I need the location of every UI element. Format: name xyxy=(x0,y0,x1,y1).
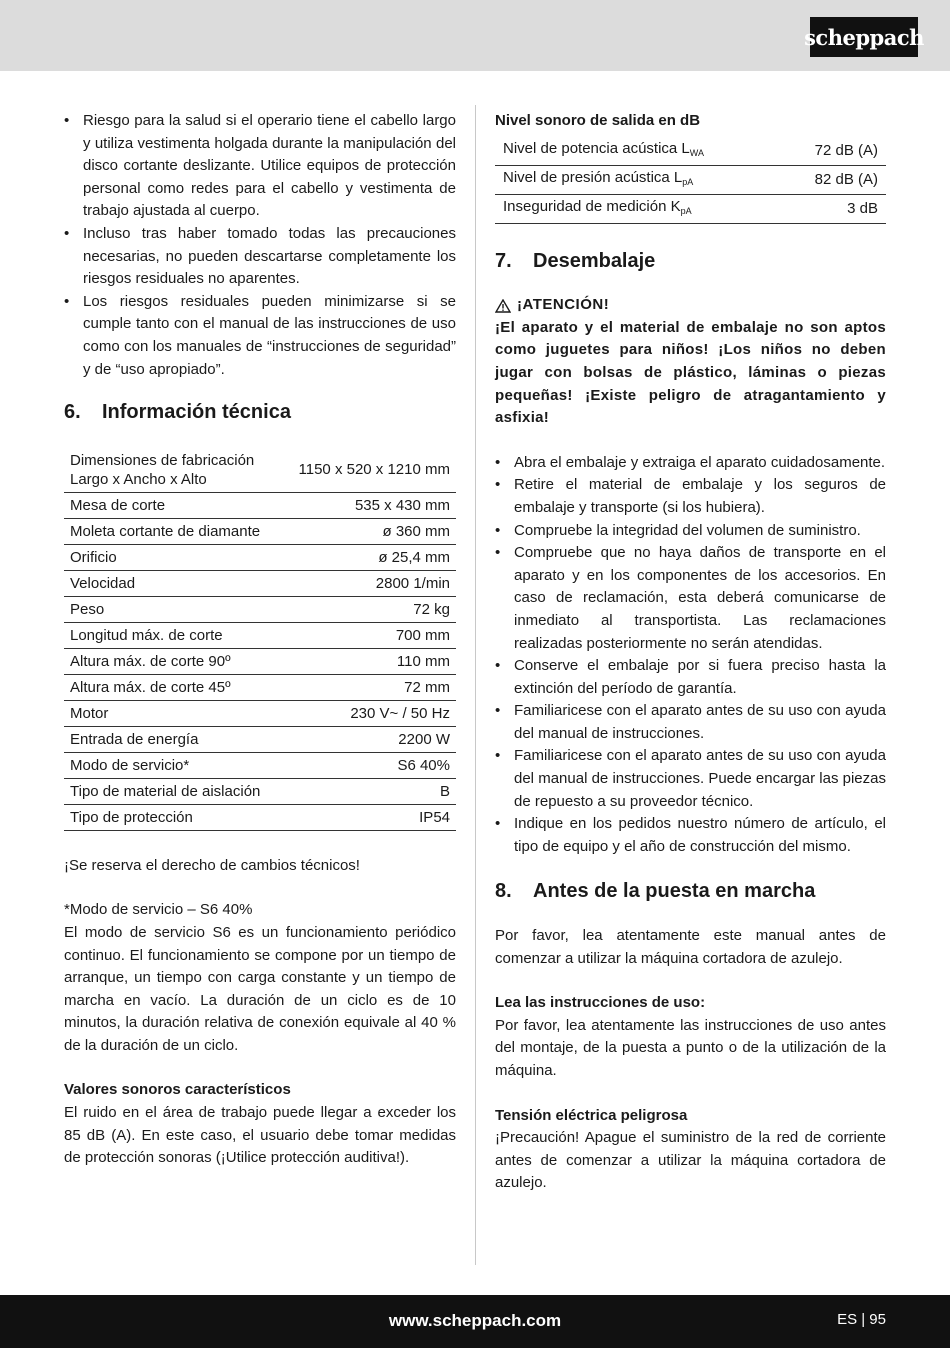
technical-spec-table xyxy=(64,448,456,831)
noise-level-table xyxy=(495,137,886,224)
table-row xyxy=(64,544,456,570)
reserve-note: ¡Se reserva el derecho de cambios técnicos! xyxy=(64,856,360,874)
table-row xyxy=(64,596,456,622)
column-divider xyxy=(475,105,476,1265)
list-item: • Incluso tras haber tomado todas las precauciones necesarias, no pueden descartarse completamente los riesgos residuales no aparentes. xyxy=(64,224,456,288)
list-item: • Compruebe la integridad del volumen de suministro. xyxy=(495,521,861,539)
table-row xyxy=(495,165,886,194)
table-row xyxy=(64,726,456,752)
list-item: • Riesgo para la salud si el operario tiene el cabello largo y utiliza vestimenta holgada durante la manipulación del disco cortante deslizante. Utilice equipos de protección personal como redes para el cabello y vestimenta de trabajo ajustada al cuerpo. xyxy=(64,112,456,220)
spec-label: Motor xyxy=(64,700,272,726)
left-column xyxy=(64,110,456,1170)
warning-title: ¡ATENCIÓN! xyxy=(495,294,886,317)
table-row xyxy=(64,778,456,804)
spec-label: Tipo de material de aislación xyxy=(64,778,272,804)
spec-label: Orificio xyxy=(64,544,272,570)
table-row xyxy=(64,492,456,518)
noise-value: 3 dB xyxy=(781,194,886,223)
spec-value: 230 V~ / 50 Hz xyxy=(272,700,456,726)
spec-label: Tipo de protección xyxy=(64,804,272,830)
footer-band xyxy=(0,1295,950,1348)
spec-value: 535 x 430 mm xyxy=(272,492,456,518)
operating-mode-title: *Modo de servicio – S6 40% xyxy=(64,901,253,919)
list-item: • Los riesgos residuales pueden minimizarse si se cumple tanto con el manual de las instrucciones de uso como con los manuales de “instrucciones de seguridad” y de “uso apropiado”. xyxy=(64,292,456,378)
table-row xyxy=(495,194,886,223)
read-instructions-title: Lea las instrucciones de uso: xyxy=(495,994,706,1012)
spec-value: 700 mm xyxy=(272,622,456,648)
table-row xyxy=(64,518,456,544)
table-row xyxy=(64,752,456,778)
spec-label: Peso xyxy=(64,596,272,622)
spec-label: Mesa de corte xyxy=(64,492,272,518)
noise-value: 82 dB (A) xyxy=(781,165,886,194)
table-row xyxy=(64,448,456,493)
spec-value: B xyxy=(272,778,456,804)
spec-label: Altura máx. de corte 90º xyxy=(64,648,272,674)
list-item: • Familiaricese con el aparato antes de su uso con ayuda del manual de instrucciones. Puede encargar las piezas de repuesto a su proveedor técnico. xyxy=(495,747,886,810)
risk-bullet-list xyxy=(64,110,456,381)
header-band xyxy=(0,0,950,71)
list-item: • Compruebe que no haya daños de transporte en el aparato y en los componentes de los accesorios. En caso de reclamación, esta deberá comunicarse de inmediato al transportista. Las reclamaciones realizadas posteriormente no serán atendidas. xyxy=(495,544,886,652)
table-row xyxy=(64,570,456,596)
table-row xyxy=(64,622,456,648)
spec-label: Dimensiones de fabricación Largo x Ancho x Alto xyxy=(64,448,272,493)
spec-label: Longitud máx. de corte xyxy=(64,622,272,648)
spec-value: 2800 1/min xyxy=(272,570,456,596)
spec-value: 2200 W xyxy=(272,726,456,752)
table-row xyxy=(64,700,456,726)
unpacking-bullet-list xyxy=(495,452,886,859)
list-item: • Familiaricese con el aparato antes de su uso con ayuda del manual de instrucciones. xyxy=(495,702,886,742)
list-item: • Conserve el embalaje por si fuera preciso hasta la extinción del período de garantía. xyxy=(495,657,886,697)
operating-mode-text: El modo de servicio S6 es un funcionamiento periódico continuo. El funcionamiento se compone por un tiempo de arranque, un tiempo con carga constante y un tiempo de marcha en vacío. La duración de un ciclo es de 10 minutos, la duración relativa de conexión equivale al 40 % de la duración de un ciclo. xyxy=(64,923,456,1054)
right-column xyxy=(495,110,886,1195)
read-instructions-text: Por favor, lea atentamente las instrucciones de uso antes del montaje, de la puesta a punto o de la utilización de la máquina. xyxy=(495,1016,886,1079)
spec-value: 72 mm xyxy=(272,674,456,700)
noise-label: Nivel de presión acústica $L_{pA}$ xyxy=(495,165,781,194)
page-number: ES | 95 xyxy=(837,1311,886,1328)
sound-values-title: Valores sonoros característicos xyxy=(64,1081,291,1099)
spec-value: 72 kg xyxy=(272,596,456,622)
brand-logo: scheppach xyxy=(810,17,918,57)
voltage-warning-text: ¡Precaución! Apague el suministro de la red de corriente antes de comenzar a utilizar la máquina cortadora de azulejo. xyxy=(495,1129,886,1192)
section-heading-technical-info: 6. Información técnica xyxy=(64,401,291,424)
noise-value: 72 dB (A) xyxy=(781,137,886,166)
table-row xyxy=(64,674,456,700)
noise-label: Nivel de potencia acústica $L_{WA}$ xyxy=(495,137,781,166)
spec-label: Entrada de energía xyxy=(64,726,272,752)
spec-value: ø 25,4 mm xyxy=(272,544,456,570)
sound-values-text: El ruido en el área de trabajo puede llegar a exceder los 85 dB (A). En este caso, el usuario debe tomar medidas de protección sonoras (¡Utilice protección auditiva!). xyxy=(64,1104,456,1167)
noise-label: Inseguridad de medición $K_{pA}$ xyxy=(495,194,781,223)
spec-value: IP54 xyxy=(272,804,456,830)
table-row xyxy=(64,648,456,674)
warning-triangle-icon xyxy=(495,298,511,312)
section-heading-before-start: 8. Antes de la puesta en marcha xyxy=(495,880,816,903)
website-link[interactable]: www.scheppach.com xyxy=(388,1311,562,1330)
list-item: • Retire el material de embalaje y los seguros de embalaje y transporte (si los hubiera). xyxy=(495,476,886,516)
noise-level-title: Nivel sonoro de salida en dB xyxy=(495,112,701,129)
section-heading-unpacking: 7. Desembalaje xyxy=(495,249,656,272)
spec-value: 1150 x 520 x 1210 mm xyxy=(272,448,456,493)
warning-text: ¡El aparato y el material de embalaje no son aptos como juguetes para niños! ¡Los niños no deben jugar con bolsas de plástico, láminas o piezas pequeñas! ¡Existe peligro de atragantamiento y asfixia! xyxy=(495,318,886,427)
table-row xyxy=(64,804,456,830)
spec-label: Moleta cortante de diamante xyxy=(64,518,272,544)
spec-label: Altura máx. de corte 45º xyxy=(64,674,272,700)
spec-value: S6 40% xyxy=(272,752,456,778)
list-item: • Indique en los pedidos nuestro número de artículo, el tipo de equipo y el año de construcción del mismo. xyxy=(495,815,886,855)
spec-label: Velocidad xyxy=(64,570,272,596)
table-row xyxy=(495,137,886,166)
intro-text: Por favor, lea atentamente este manual antes de comenzar a utilizar la máquina cortadora de azulejo. xyxy=(495,927,886,967)
spec-label: Modo de servicio* xyxy=(64,752,272,778)
list-item: • Abra el embalaje y extraiga el aparato cuidadosamente. xyxy=(495,453,886,471)
voltage-warning-title: Tensión eléctrica peligrosa xyxy=(495,1106,688,1124)
spec-value: ø 360 mm xyxy=(272,518,456,544)
spec-value: 110 mm xyxy=(272,648,456,674)
